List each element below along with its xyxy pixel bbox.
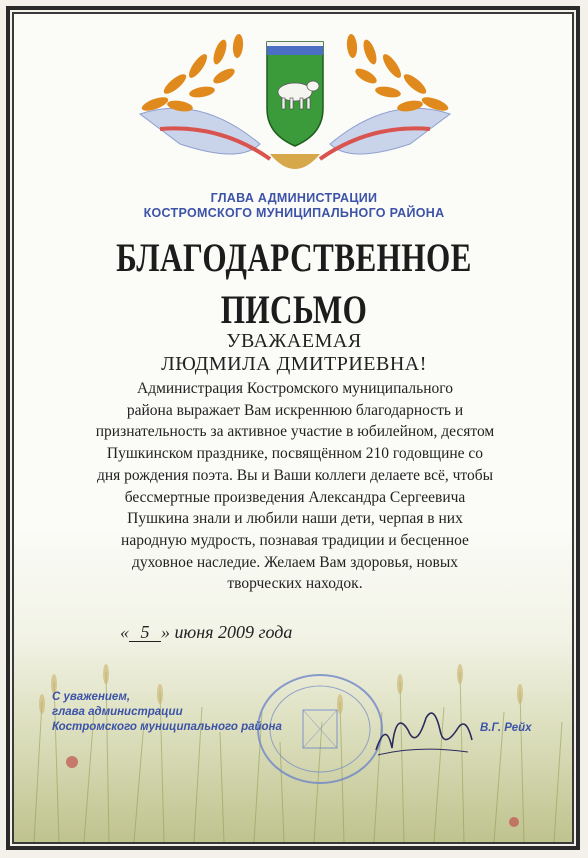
body-line: района выражает Вам искреннюю благодарность и: [126, 401, 464, 419]
signer-name: В.Г. Рейх: [480, 722, 532, 734]
letter-body: [90, 378, 500, 595]
body-line: Пушкинском празднике, посвящённом 210 годовщине со: [106, 445, 484, 463]
org-line-2: КОСТРОМСКОГО МУНИЦИПАЛЬНОГО РАЙОНА: [143, 206, 445, 220]
body-line: бессмертные произведения Александра Сергеевича: [124, 488, 466, 506]
closing-line: С уважением,: [52, 691, 131, 703]
org-line-1: ГЛАВА АДМИНИСТРАЦИИ: [210, 191, 378, 205]
signature-block: [52, 690, 282, 735]
date-day: 5: [129, 623, 161, 642]
salutation-line-1: УВАЖАЕМАЯ: [226, 330, 362, 352]
handwritten-signature-icon: [368, 700, 478, 760]
document-title: БЛАГОДАРСТВЕННОЕ ПИСЬМО: [116, 235, 472, 332]
body-line: Пушкина знали и любили наши дети, черпая в них: [127, 510, 463, 528]
body-line: дня рождения поэта. Вы и Ваши коллеги делаете всё, чтобы: [96, 466, 494, 484]
body-line: духовное наследие. Желаем Вам здоровья, новых: [132, 553, 458, 571]
date-open-quote: «: [120, 622, 129, 642]
body-line: творческих находок.: [227, 575, 363, 593]
salutation-line-2: ЛЮДМИЛА ДМИТРИЕВНА!: [161, 353, 427, 375]
body-line: народную мудрость, познавая традиции и бесценное: [121, 531, 469, 549]
body-line: признательность за активное участие в юбилейном, десятом: [95, 423, 495, 441]
letter-date: [120, 622, 292, 643]
coat-of-arms-icon: [120, 34, 470, 184]
date-close-quote: »: [161, 622, 170, 642]
signer-organization-line: Костромского муниципального района: [52, 721, 282, 733]
body-line: Администрация Костромского муниципального: [137, 380, 453, 397]
date-month-year: июня 2009 года: [174, 622, 293, 642]
signer-position-line: глава администрации: [52, 706, 183, 718]
